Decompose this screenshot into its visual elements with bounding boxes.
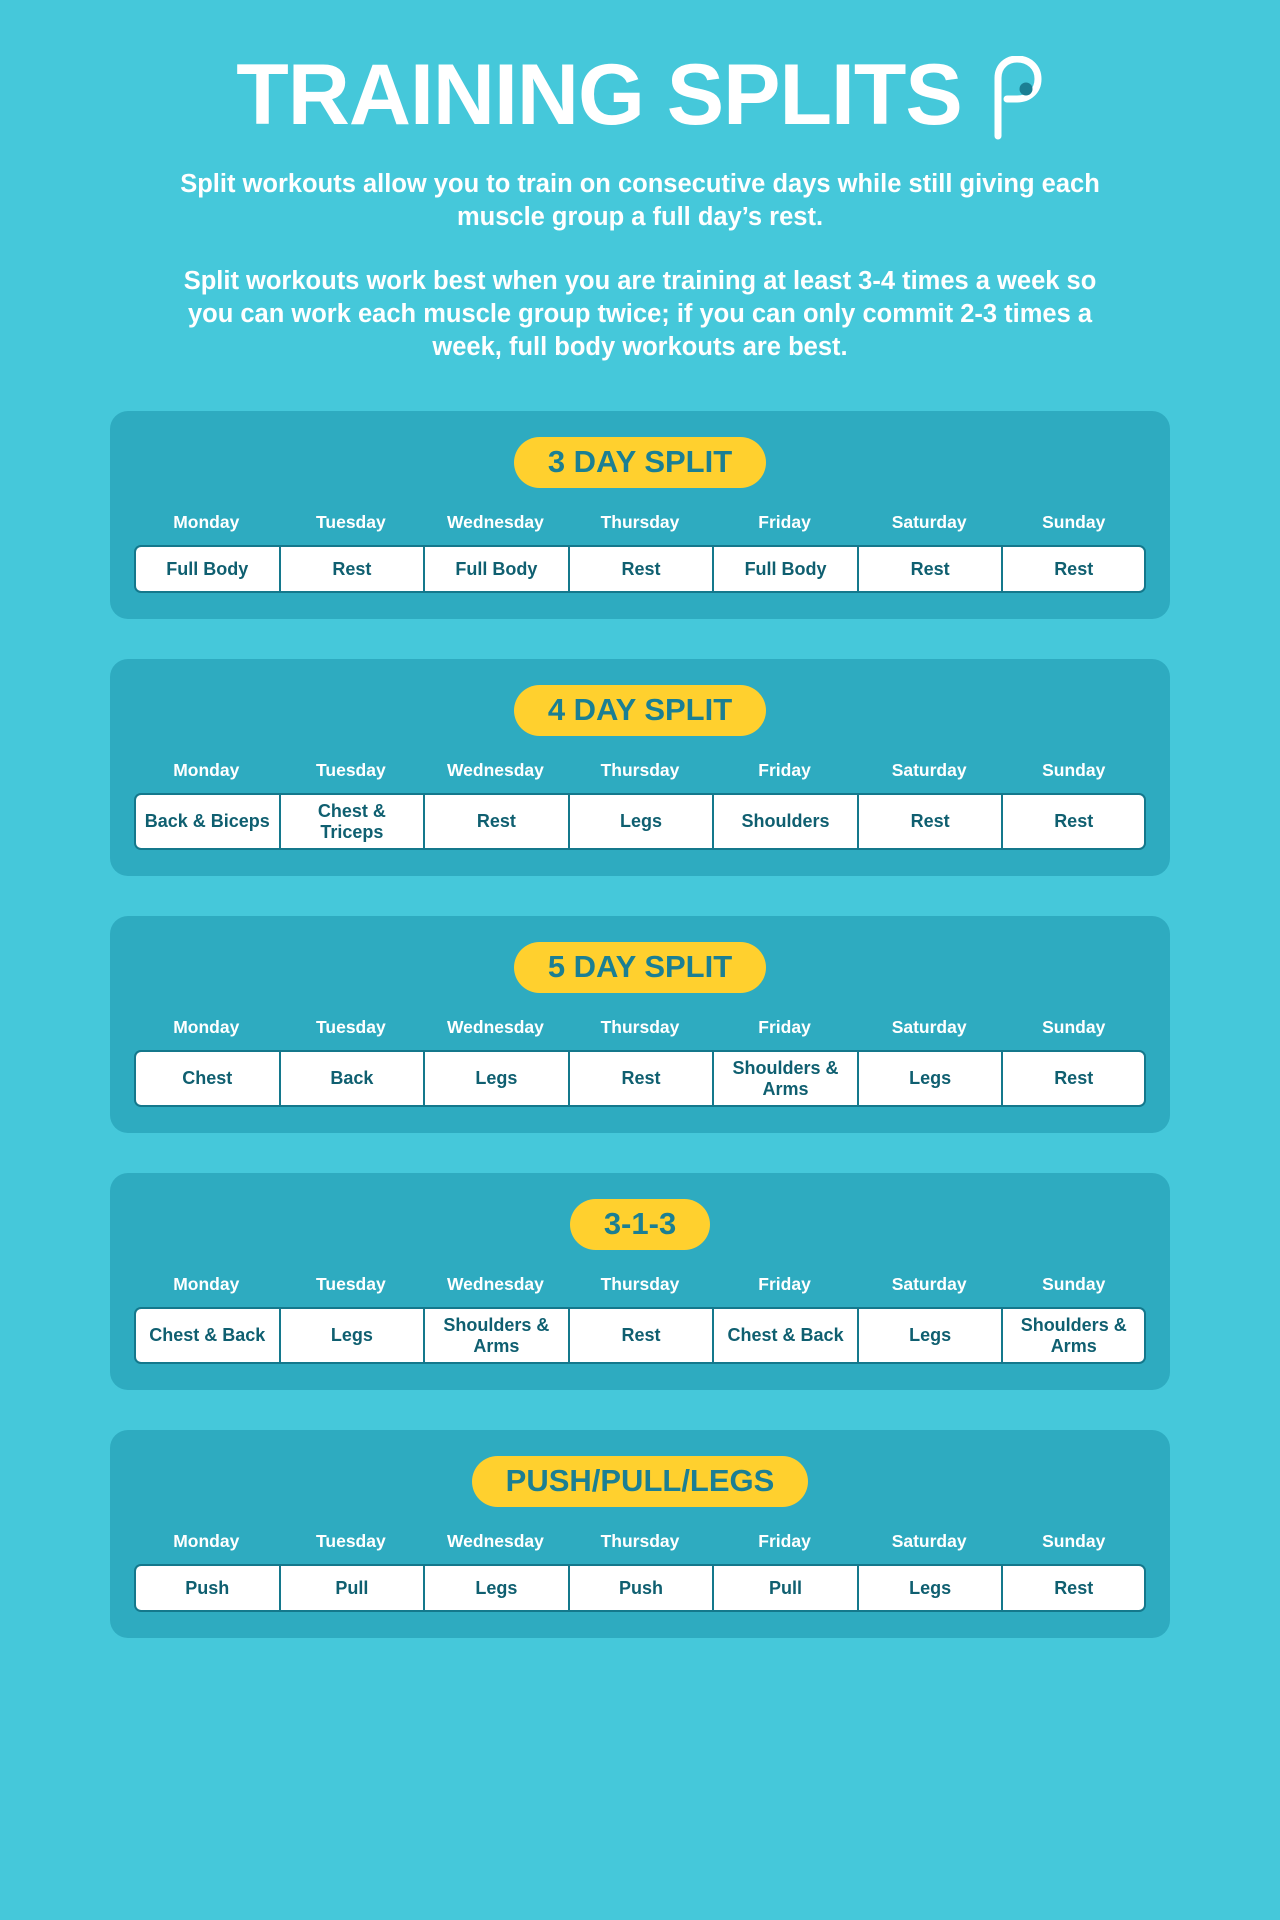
split-card-5-day [110,916,1170,1133]
split-title-badge: 4 DAY SPLIT [514,685,766,736]
split-card-3-day [110,411,1170,619]
split-title-badge: PUSH/PULL/LEGS [472,1456,809,1507]
workout-cell: Shoulders & Arms [423,1307,568,1364]
workout-cell: Rest [1001,545,1146,593]
intro-paragraph-1: Split workouts allow you to train on consecutive days while still giving each muscle group a full day’s rest. [180,170,1100,231]
workout-cell: Chest & Triceps [279,793,424,850]
day-header-friday: Friday [758,760,811,781]
day-header-tuesday: Tuesday [316,512,386,533]
split-title-badge: 5 DAY SPLIT [514,942,766,993]
splits-list [110,411,1170,1638]
day-header-saturday: Saturday [891,760,967,781]
day-header-saturday: Saturday [891,1017,967,1038]
workout-cell: Rest [857,545,1002,593]
intro-text [160,168,1120,363]
day-header-monday: Monday [173,760,240,781]
day-header-tuesday: Tuesday [316,760,386,781]
day-header-friday: Friday [758,512,811,533]
workout-cell: Chest & Back [712,1307,857,1364]
workout-cell: Rest [1001,1050,1146,1107]
split-title-badge: 3-1-3 [570,1199,710,1250]
day-header-friday: Friday [758,1274,811,1295]
day-header-tuesday: Tuesday [316,1274,386,1295]
split-table [134,1531,1146,1612]
day-header-sunday: Sunday [1042,1274,1106,1295]
split-card-3-1-3 [110,1173,1170,1390]
day-header-saturday: Saturday [891,1531,967,1552]
workout-cell: Rest [857,793,1002,850]
day-header-thursday: Thursday [600,1531,680,1552]
day-header-friday: Friday [758,1017,811,1038]
day-header-sunday: Sunday [1042,760,1106,781]
day-header-monday: Monday [173,1017,240,1038]
day-header-thursday: Thursday [600,1017,680,1038]
day-header-wednesday: Wednesday [446,1531,544,1552]
workout-cell: Rest [423,793,568,850]
day-header-wednesday: Wednesday [446,512,544,533]
workout-cell: Full Body [134,545,279,593]
day-header-sunday: Sunday [1042,1531,1106,1552]
split-table [134,512,1146,593]
workout-cell: Pull [712,1564,857,1612]
workout-cell: Legs [857,1564,1002,1612]
split-card-push-pull-legs [110,1430,1170,1638]
split-table [134,760,1146,850]
day-header-wednesday: Wednesday [446,760,544,781]
day-header-monday: Monday [173,1274,240,1295]
workout-cell: Legs [568,793,713,850]
poster-header [0,0,1280,363]
workout-cell: Push [568,1564,713,1612]
day-header-thursday: Thursday [600,1274,680,1295]
pill-wrap [134,1456,1146,1507]
workout-cell: Legs [857,1307,1002,1364]
workout-cell: Legs [423,1564,568,1612]
workout-cell: Rest [568,545,713,593]
workout-cell: Full Body [423,545,568,593]
workout-cell: Rest [279,545,424,593]
split-title-badge: 3 DAY SPLIT [514,437,766,488]
day-header-wednesday: Wednesday [446,1274,544,1295]
workout-cell: Legs [423,1050,568,1107]
title-row [0,47,1280,143]
split-table [134,1017,1146,1107]
intro-paragraph-2: Split workouts work best when you are training at least 3-4 times a week so you can work each muscle group twice; if you can only commit 2-3 times a week, full body workouts are best. [183,267,1097,361]
pill-wrap [134,437,1146,488]
day-header-wednesday: Wednesday [446,1017,544,1038]
pill-wrap [134,1199,1146,1250]
workout-cell: Shoulders & Arms [712,1050,857,1107]
pill-wrap [134,685,1146,736]
pill-wrap [134,942,1146,993]
day-header-friday: Friday [758,1531,811,1552]
day-header-sunday: Sunday [1042,1017,1106,1038]
workout-cell: Shoulders & Arms [1001,1307,1146,1364]
workout-cell: Chest & Back [134,1307,279,1364]
day-header-monday: Monday [173,512,240,533]
workout-cell: Pull [279,1564,424,1612]
day-header-thursday: Thursday [600,512,680,533]
day-header-thursday: Thursday [600,760,680,781]
day-header-saturday: Saturday [891,512,967,533]
workout-cell: Rest [568,1307,713,1364]
workout-cell: Rest [1001,1564,1146,1612]
split-card-4-day [110,659,1170,876]
day-header-tuesday: Tuesday [316,1017,386,1038]
workout-cell: Rest [1001,793,1146,850]
workout-cell: Legs [279,1307,424,1364]
workout-cell: Full Body [712,545,857,593]
pure-gym-logo-icon [988,56,1044,142]
day-header-monday: Monday [173,1531,240,1552]
workout-cell: Back [279,1050,424,1107]
workout-cell: Push [134,1564,279,1612]
day-header-sunday: Sunday [1042,512,1106,533]
split-table [134,1274,1146,1364]
workout-cell: Legs [857,1050,1002,1107]
day-header-tuesday: Tuesday [316,1531,386,1552]
workout-cell: Shoulders [712,793,857,850]
workout-cell: Rest [568,1050,713,1107]
day-header-saturday: Saturday [891,1274,967,1295]
workout-cell: Back & Biceps [134,793,279,850]
workout-cell: Chest [134,1050,279,1107]
page-title: TRAINING SPLITS [236,47,962,143]
